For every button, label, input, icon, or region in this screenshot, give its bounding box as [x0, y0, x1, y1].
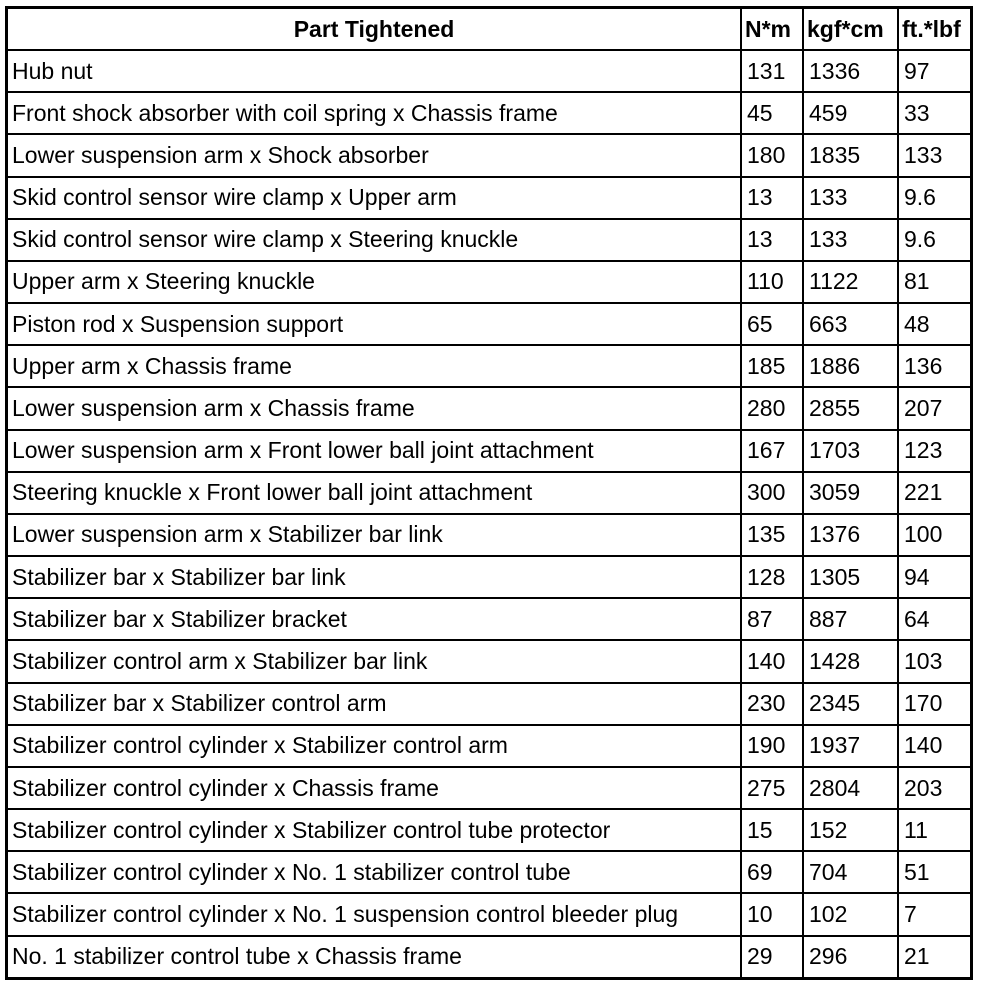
cell-nm: 87 — [741, 598, 803, 640]
table-row — [8, 50, 970, 92]
cell-kgf-cm: 1835 — [803, 134, 898, 176]
cell-ft-lbf: 221 — [898, 472, 970, 514]
cell-part-tightened: Stabilizer control cylinder x Chassis frame — [8, 767, 741, 809]
cell-part-tightened: Stabilizer control cylinder x No. 1 stabilizer control tube — [8, 851, 741, 893]
cell-nm: 300 — [741, 472, 803, 514]
header-part-tightened: Part Tightened — [8, 9, 741, 50]
cell-nm: 131 — [741, 50, 803, 92]
cell-nm: 135 — [741, 514, 803, 556]
header-ft-lbf: ft.*lbf — [898, 9, 970, 50]
cell-kgf-cm: 2855 — [803, 387, 898, 429]
table-row — [8, 851, 970, 893]
cell-ft-lbf: 7 — [898, 893, 970, 935]
header-kgf-cm: kgf*cm — [803, 9, 898, 50]
cell-nm: 185 — [741, 345, 803, 387]
cell-nm: 13 — [741, 219, 803, 261]
table-row — [8, 767, 970, 809]
cell-kgf-cm: 3059 — [803, 472, 898, 514]
cell-nm: 280 — [741, 387, 803, 429]
cell-nm: 45 — [741, 92, 803, 134]
cell-part-tightened: Stabilizer bar x Stabilizer bar link — [8, 556, 741, 598]
cell-kgf-cm: 1122 — [803, 261, 898, 303]
cell-kgf-cm: 133 — [803, 219, 898, 261]
table-row — [8, 177, 970, 219]
table-row — [8, 893, 970, 935]
cell-part-tightened: Stabilizer control cylinder x No. 1 suspension control bleeder plug — [8, 893, 741, 935]
cell-part-tightened: Lower suspension arm x Stabilizer bar link — [8, 514, 741, 556]
cell-kgf-cm: 459 — [803, 92, 898, 134]
cell-part-tightened: Lower suspension arm x Shock absorber — [8, 134, 741, 176]
cell-nm: 190 — [741, 725, 803, 767]
cell-part-tightened: No. 1 stabilizer control tube x Chassis frame — [8, 936, 741, 977]
cell-part-tightened: Steering knuckle x Front lower ball joint attachment — [8, 472, 741, 514]
cell-ft-lbf: 9.6 — [898, 219, 970, 261]
cell-nm: 180 — [741, 134, 803, 176]
cell-part-tightened: Stabilizer control cylinder x Stabilizer control arm — [8, 725, 741, 767]
cell-part-tightened: Stabilizer bar x Stabilizer control arm — [8, 683, 741, 725]
table-row — [8, 219, 970, 261]
cell-ft-lbf: 207 — [898, 387, 970, 429]
table-row — [8, 345, 970, 387]
cell-part-tightened: Skid control sensor wire clamp x Steering knuckle — [8, 219, 741, 261]
cell-ft-lbf: 123 — [898, 430, 970, 472]
header-nm: N*m — [741, 9, 803, 50]
cell-kgf-cm: 1428 — [803, 640, 898, 682]
table-body — [8, 50, 970, 977]
cell-part-tightened: Stabilizer bar x Stabilizer bracket — [8, 598, 741, 640]
cell-ft-lbf: 33 — [898, 92, 970, 134]
cell-kgf-cm: 1336 — [803, 50, 898, 92]
table-row — [8, 472, 970, 514]
cell-part-tightened: Upper arm x Chassis frame — [8, 345, 741, 387]
cell-part-tightened: Piston rod x Suspension support — [8, 303, 741, 345]
cell-nm: 65 — [741, 303, 803, 345]
cell-nm: 29 — [741, 936, 803, 977]
cell-part-tightened: Lower suspension arm x Front lower ball joint attachment — [8, 430, 741, 472]
cell-kgf-cm: 152 — [803, 809, 898, 851]
cell-kgf-cm: 1937 — [803, 725, 898, 767]
table-row — [8, 514, 970, 556]
table-row — [8, 809, 970, 851]
cell-kgf-cm: 2804 — [803, 767, 898, 809]
cell-part-tightened: Stabilizer control cylinder x Stabilizer control tube protector — [8, 809, 741, 851]
cell-nm: 10 — [741, 893, 803, 935]
table-row — [8, 725, 970, 767]
cell-kgf-cm: 133 — [803, 177, 898, 219]
cell-part-tightened: Lower suspension arm x Chassis frame — [8, 387, 741, 429]
cell-nm: 140 — [741, 640, 803, 682]
cell-kgf-cm: 102 — [803, 893, 898, 935]
cell-nm: 167 — [741, 430, 803, 472]
cell-kgf-cm: 296 — [803, 936, 898, 977]
cell-ft-lbf: 94 — [898, 556, 970, 598]
cell-kgf-cm: 1886 — [803, 345, 898, 387]
cell-ft-lbf: 21 — [898, 936, 970, 977]
cell-ft-lbf: 100 — [898, 514, 970, 556]
table-row — [8, 430, 970, 472]
cell-ft-lbf: 64 — [898, 598, 970, 640]
cell-ft-lbf: 133 — [898, 134, 970, 176]
cell-nm: 69 — [741, 851, 803, 893]
cell-nm: 230 — [741, 683, 803, 725]
cell-part-tightened: Stabilizer control arm x Stabilizer bar link — [8, 640, 741, 682]
cell-part-tightened: Front shock absorber with coil spring x Chassis frame — [8, 92, 741, 134]
table-row — [8, 261, 970, 303]
cell-ft-lbf: 103 — [898, 640, 970, 682]
cell-nm: 13 — [741, 177, 803, 219]
cell-kgf-cm: 887 — [803, 598, 898, 640]
cell-ft-lbf: 97 — [898, 50, 970, 92]
cell-kgf-cm: 1703 — [803, 430, 898, 472]
cell-nm: 15 — [741, 809, 803, 851]
cell-kgf-cm: 1376 — [803, 514, 898, 556]
torque-spec-table-frame — [5, 6, 973, 980]
cell-ft-lbf: 51 — [898, 851, 970, 893]
cell-nm: 275 — [741, 767, 803, 809]
cell-kgf-cm: 663 — [803, 303, 898, 345]
cell-ft-lbf: 203 — [898, 767, 970, 809]
torque-spec-table — [8, 9, 970, 977]
table-row — [8, 640, 970, 682]
table-row — [8, 387, 970, 429]
cell-ft-lbf: 140 — [898, 725, 970, 767]
cell-ft-lbf: 136 — [898, 345, 970, 387]
cell-part-tightened: Skid control sensor wire clamp x Upper arm — [8, 177, 741, 219]
cell-nm: 110 — [741, 261, 803, 303]
cell-ft-lbf: 48 — [898, 303, 970, 345]
cell-ft-lbf: 81 — [898, 261, 970, 303]
cell-kgf-cm: 1305 — [803, 556, 898, 598]
cell-nm: 128 — [741, 556, 803, 598]
table-row — [8, 683, 970, 725]
cell-part-tightened: Hub nut — [8, 50, 741, 92]
cell-ft-lbf: 170 — [898, 683, 970, 725]
header-row — [8, 9, 970, 50]
cell-ft-lbf: 11 — [898, 809, 970, 851]
cell-part-tightened: Upper arm x Steering knuckle — [8, 261, 741, 303]
cell-ft-lbf: 9.6 — [898, 177, 970, 219]
table-row — [8, 556, 970, 598]
table-row — [8, 936, 970, 977]
cell-kgf-cm: 2345 — [803, 683, 898, 725]
table-row — [8, 134, 970, 176]
table-row — [8, 303, 970, 345]
table-row — [8, 92, 970, 134]
cell-kgf-cm: 704 — [803, 851, 898, 893]
table-row — [8, 598, 970, 640]
